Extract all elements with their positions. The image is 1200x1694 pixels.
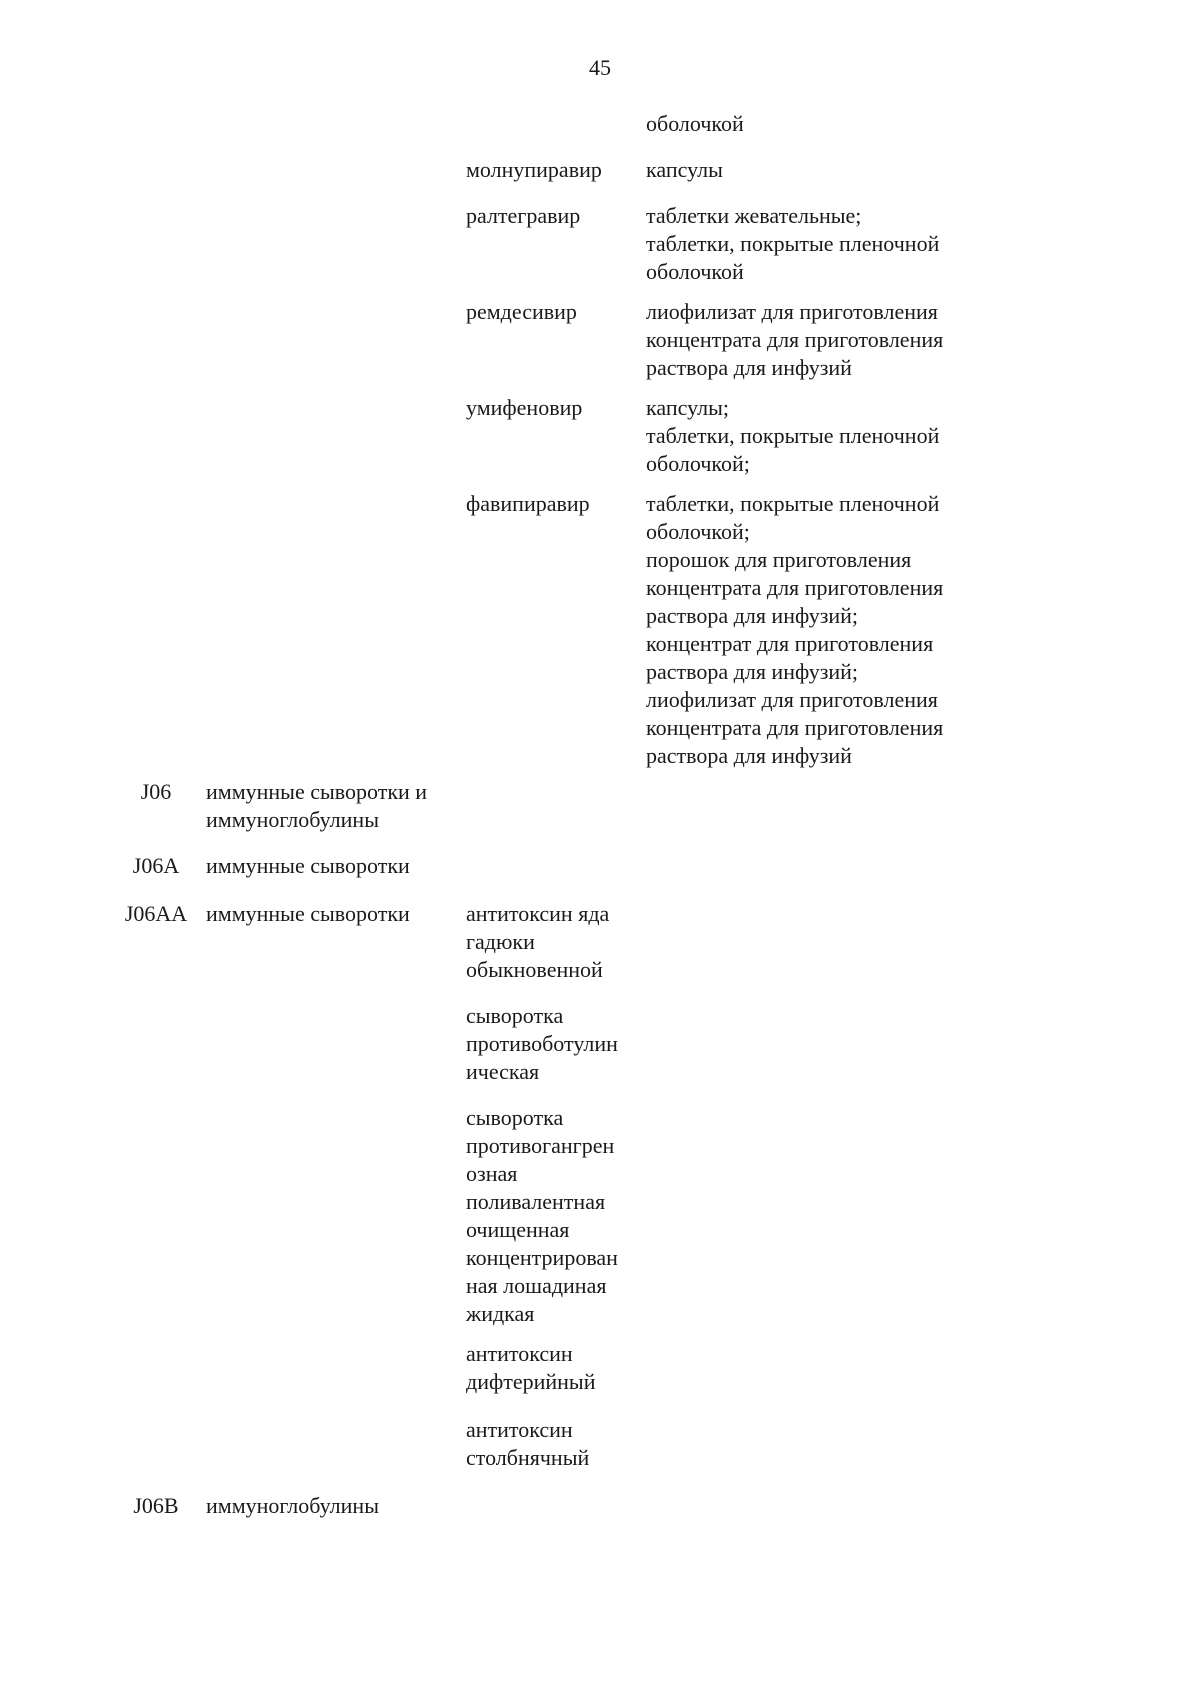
dosage-form-continuation: оболочкой — [646, 111, 744, 136]
drug-name: умифеновир — [466, 395, 583, 420]
drug-name: сыворотка противоботулин ическая — [466, 1003, 618, 1084]
drug-name: антитоксин столбнячный — [466, 1417, 590, 1470]
atc-code: J06 — [140, 779, 172, 804]
atc-group-name: иммунные сыворотки — [206, 853, 410, 878]
atc-group-name: иммуноглобулины — [206, 1493, 379, 1518]
atc-code: J06AA — [124, 901, 188, 926]
drug-name: антитоксин яда гадюки обыкновенной — [466, 901, 610, 982]
atc-code: J06A — [132, 853, 180, 878]
drug-name: фавипиравир — [466, 491, 590, 516]
atc-code: J06B — [133, 1493, 179, 1518]
atc-group-name: иммунные сыворотки — [206, 901, 410, 926]
atc-group-name: иммунные сыворотки и иммуноглобулины — [206, 779, 428, 832]
dosage-forms: капсулы — [646, 157, 723, 182]
dosage-forms: капсулы; таблетки, покрытые пленочной оболочкой; — [646, 395, 940, 476]
dosage-forms: лиофилизат для приготовления концентрата для приготовления раствора для инфузий — [646, 299, 944, 380]
drug-name: антитоксин дифтерийный — [466, 1341, 596, 1394]
drug-name: ремдесивир — [466, 299, 577, 324]
dosage-forms: таблетки, покрытые пленочной оболочкой; порошок для приготовления концентрата для приготовления раствора для инфузий; концентрат для приготовления раствора для инфузий; лиофилизат для приготовления концентрата для приготовления раствора для инфузий — [646, 491, 944, 768]
dosage-forms: таблетки жевательные; таблетки, покрытые пленочной оболочкой — [646, 203, 940, 284]
drug-name: ралтегравир — [466, 203, 581, 228]
drug-name: молнупиравир — [466, 157, 602, 182]
page-number: 45 — [589, 55, 611, 80]
drug-name: сыворотка противогангрен озная поливалентная очищенная концентрирован ная лошадиная жидкая — [466, 1105, 618, 1326]
